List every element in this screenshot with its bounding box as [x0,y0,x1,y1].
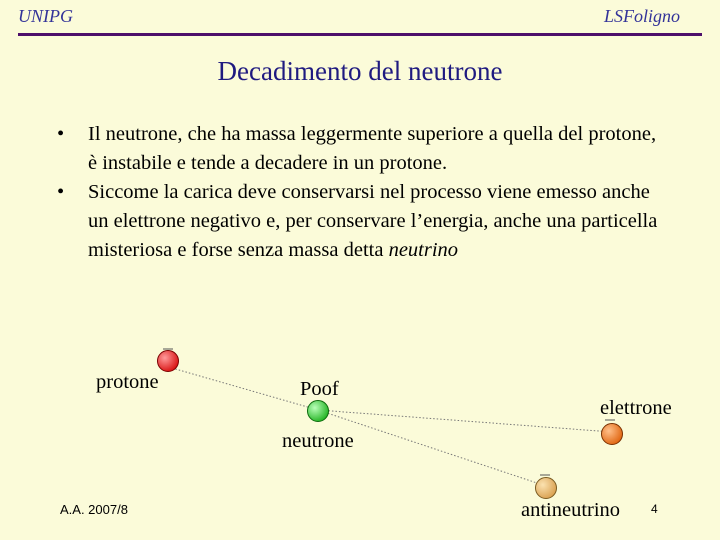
neutrone-particle [308,401,329,422]
protone-label: protone [96,371,159,393]
antineutrino-particle [536,478,557,499]
slide-title: Decadimento del neutrone [217,56,503,86]
bullet-icon: • [57,181,65,203]
neutrone-label: neutrone [282,430,354,452]
track-protone [172,368,318,410]
academic-year: A.A. 2007/8 [60,502,128,517]
track-elettrone [318,410,612,432]
bullet-icon: • [57,123,65,145]
elettrone-label: elettrone [600,397,672,419]
bullet-text: Siccome la carica deve conservarsi nel processo viene emesso anche un elettrone negativo e, per conservare l’energia, anche una particella misteriosa e forse senza massa detta [88,181,658,261]
page-number: 4 [651,502,658,516]
neutrino-emphasis: neutrino [388,239,459,261]
antineutrino-label: antineutrino [521,499,621,521]
poof-label: Poof [300,378,339,400]
header-left-label: UNIPG [18,6,73,26]
elettrone-particle [602,424,623,445]
protone-particle [158,351,179,372]
bullet-text: Il neutrone, che ha massa leggermente superiore a quella del protone, è instabile e tende a decadere in un protone. [88,123,657,174]
header-right-label: LSFoligno [603,6,680,26]
